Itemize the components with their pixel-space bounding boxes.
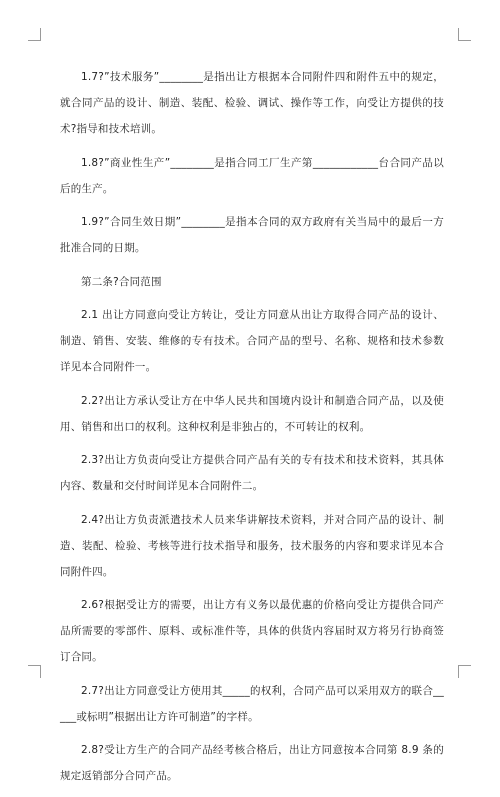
clause-1-9: 1.9?”合同生效日期”________是指本合同的双方政府有关当局中的最后一方批准合同的日期。 bbox=[60, 216, 444, 254]
clause-2-8: 2.8?受让方生产的合同产品经考核合格后，出让方同意按本合同第 8.9 条的规定返销部分合同产品。 bbox=[60, 744, 444, 782]
clause-2-1: 2.1 出让方同意向受让方转让，受让方同意从出让方取得合同产品的设计、制造、销售、安装、维修的专有技术。合同产品的型号、名称、规格和技术参数详见本合同附件一。 bbox=[60, 309, 444, 373]
clause-2-7: 2.7?出让方同意受让方使用其_____的权利，合同产品可以采用双方的联合_____或标明”根据出让方许可制造”的字样。 bbox=[60, 684, 444, 723]
crop-mark-bottom-left bbox=[28, 665, 41, 678]
clause-2-6: 2.6?根据受让方的需要，出让方有义务以最优惠的价格向受让方提供合同产品所需要的零部件、原料、或标准件等，具体的供货内容届时双方将另行协商签订合同。 bbox=[60, 599, 444, 663]
clause-2-3: 2.3?出让方负责向受让方提供合同产品有关的专有技术和技术资料，其具体内容、数量和交付时间详见本合同附件二。 bbox=[60, 454, 444, 492]
document-body bbox=[60, 64, 444, 797]
clause-1-8: 1.8?”商业性生产”________是指合同工厂生产第____________台合同产品以后的生产。 bbox=[60, 156, 444, 195]
crop-mark-top-left bbox=[28, 28, 41, 41]
clause-2-4: 2.4?出让方负责派遣技术人员来华讲解技术资料，并对合同产品的设计、制造、装配、检验、考核等进行技术指导和服务，技术服务的内容和要求详见本合同附件四。 bbox=[60, 513, 444, 578]
clause-1-7: 1.7?”技术服务”________是指出让方根据本合同附件四和附件五中的规定，就合同产品的设计、制造、装配、检验、调试、操作等工作，向受让方提供的技术?指导和技术培训。 bbox=[60, 71, 444, 135]
section-heading-article-2: 第二条?合同范围 bbox=[81, 275, 162, 288]
clause-2-2: 2.2?出让方承认受让方在中华人民共和国境内设计和制造合同产品，以及使用、销售和出口的权利。这种权利是非独占的，不可转让的权利。 bbox=[60, 394, 444, 433]
crop-mark-bottom-right bbox=[458, 665, 471, 678]
crop-mark-top-right bbox=[458, 28, 471, 41]
